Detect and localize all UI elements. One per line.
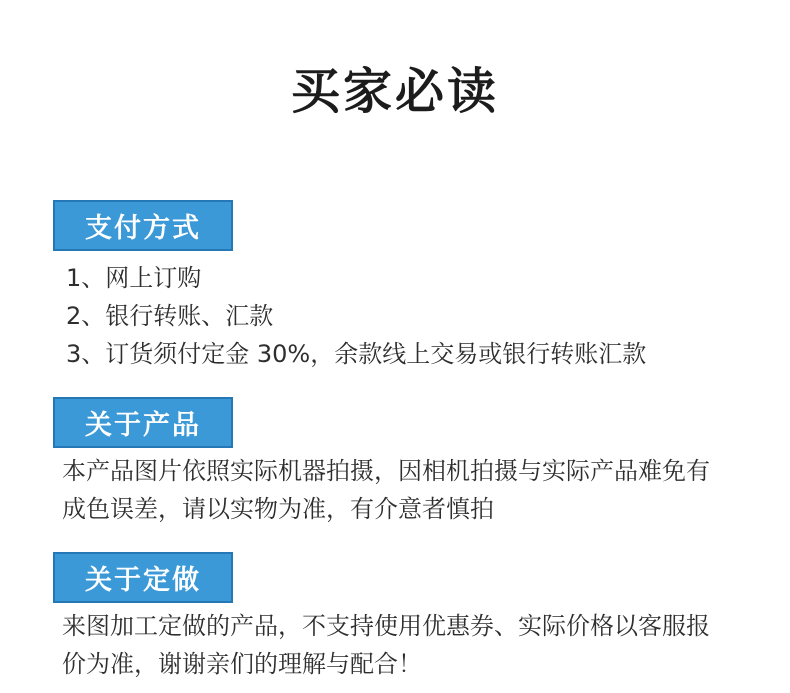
section-header-payment [53,200,233,251]
section-header-product [53,397,233,448]
section-product [53,397,754,528]
payment-line-2: 2、银行转账、汇款 [66,301,274,330]
section-body-payment [53,259,754,373]
section-header-payment-label: 支付方式 [85,212,201,244]
payment-line-3: 3、订货须付定金 30%，余款线上交易或银行转账汇款 [66,339,647,368]
section-header-custom-label: 关于定做 [85,564,201,596]
content-area [0,200,790,683]
page-title: 买家必读 [290,63,499,120]
section-custom [53,552,754,683]
section-header-product-label: 关于产品 [85,409,201,441]
section-body-custom [53,607,754,683]
product-line-1: 本产品图片依照实际机器拍摄，因相机拍摄与实际产品难免有 [62,456,710,485]
payment-line-1: 1、网上订购 [66,263,202,292]
section-header-custom [53,552,233,603]
custom-line-1: 来图加工定做的产品，不支持使用优惠券、实际价格以客服报 [62,611,710,640]
section-body-product [53,452,754,528]
section-payment [53,200,754,373]
custom-line-2: 价为准，谢谢亲们的理解与配合！ [62,649,422,678]
product-line-2: 成色误差，请以实物为准，有介意者慎拍 [62,494,494,523]
